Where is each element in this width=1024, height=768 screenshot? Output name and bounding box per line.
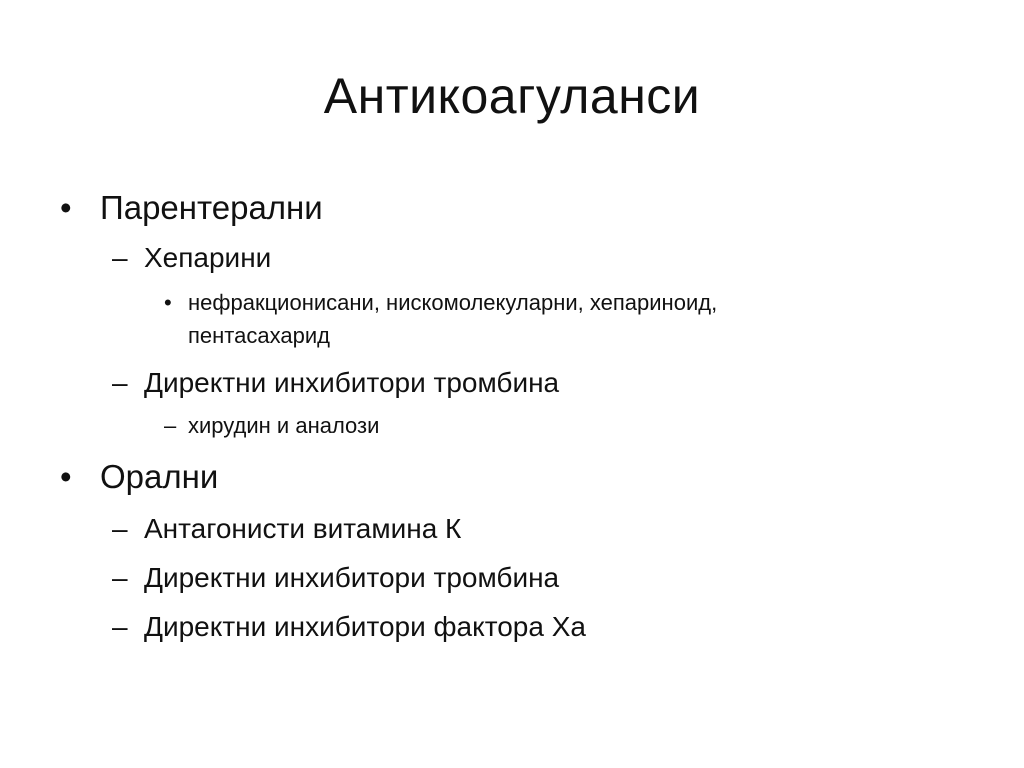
list-item-text-line-2: пентасахарид	[188, 323, 330, 348]
list-item-text: Парентерални	[100, 189, 323, 226]
list-item-text: Директни инхибитори фактора Ха	[144, 611, 586, 642]
dash-marker: –	[112, 562, 128, 593]
dash-marker: –	[112, 611, 128, 642]
dash-marker: –	[112, 513, 128, 544]
bullet-marker: •	[60, 189, 72, 226]
list-item-text: Орални	[100, 458, 219, 495]
bullet-marker: •	[164, 290, 172, 315]
list-item-text: Антагонисти витамина К	[144, 513, 462, 544]
list-item-text: Директни инхибитори тромбина	[144, 562, 560, 593]
list-item-text: Хепарини	[144, 242, 272, 273]
bullet-marker: •	[60, 458, 72, 495]
dash-marker: –	[112, 242, 128, 273]
dash-marker: –	[164, 413, 177, 438]
list-item-text: Директни инхибитори тромбина	[144, 367, 560, 398]
slide-title: Антикоагуланси	[323, 68, 701, 124]
dash-marker: –	[112, 367, 128, 398]
list-item-text: хирудин и аналози	[188, 413, 380, 438]
list-item-text-line-1: нефракционисани, нискомолекуларни, хепариноид,	[188, 290, 718, 315]
